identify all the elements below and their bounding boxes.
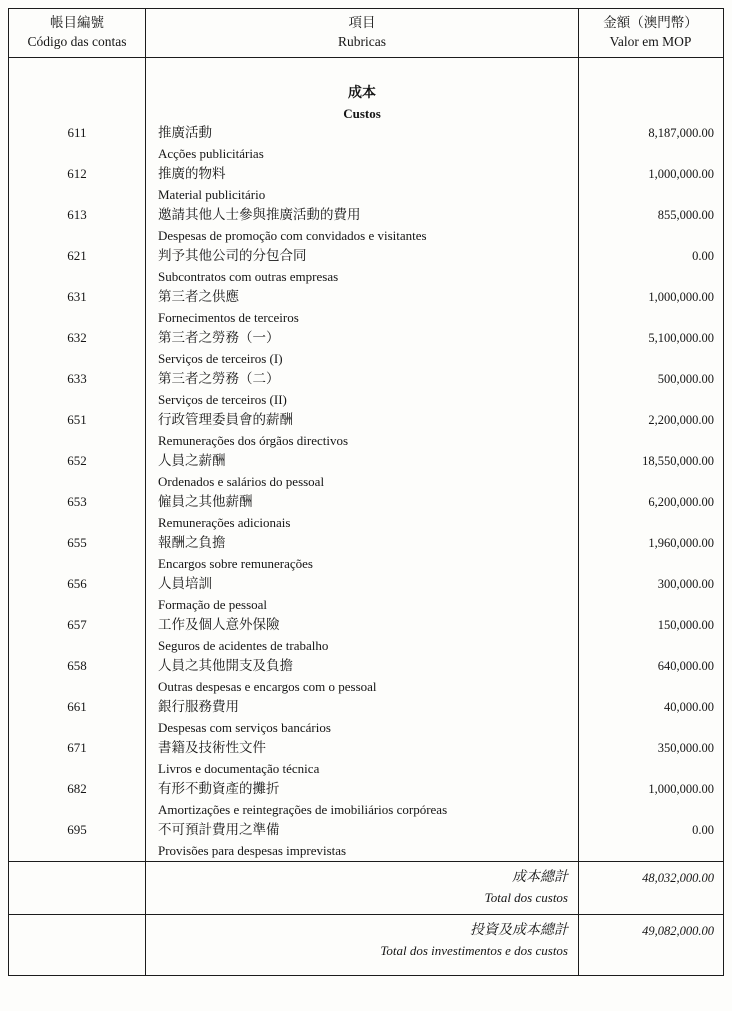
row-amount: 5,100,000.00 (648, 331, 714, 345)
table-row (9, 656, 723, 697)
row-amount: 855,000.00 (657, 208, 714, 222)
table-row (9, 574, 723, 615)
budget-table (8, 8, 724, 976)
row-item (146, 164, 579, 205)
row-item-pt: Material publicitário (158, 186, 266, 202)
table-row (9, 287, 723, 328)
grand-total-row (9, 914, 723, 975)
row-account-code: 656 (9, 574, 146, 615)
section-title-row (9, 58, 723, 123)
row-account-code: 661 (9, 697, 146, 738)
row-item-zh: 第三者之勞務（一） (158, 330, 280, 345)
row-account-code: 682 (9, 779, 146, 820)
row-amount: 8,187,000.00 (648, 126, 714, 140)
row-item-zh: 報酬之負擔 (158, 535, 226, 550)
row-amount: 1,000,000.00 (648, 167, 714, 181)
row-item-zh: 判予其他公司的分包合同 (158, 248, 307, 263)
row-item-pt: Livros e documentação técnica (158, 760, 320, 776)
header-amount-pt: Valor em MOP (609, 33, 692, 49)
row-item-pt: Despesas de promoção com convidados e visitantes (158, 227, 427, 243)
row-account-code: 621 (9, 246, 146, 287)
table-body (9, 123, 723, 861)
row-item (146, 697, 579, 738)
row-item-pt: Outras despesas e encargos com o pessoal (158, 678, 377, 694)
row-item-zh: 推廣活動 (158, 125, 212, 140)
section-title-pt: Custos (343, 106, 381, 121)
row-item (146, 615, 579, 656)
row-item-zh: 僱員之其他薪酬 (158, 494, 253, 509)
row-item-zh: 書籍及技術性文件 (158, 740, 266, 755)
row-item-zh: 有形不動資產的攤折 (158, 781, 280, 796)
row-account-code: 658 (9, 656, 146, 697)
grand-total-label-pt: Total dos investimentos e dos custos (380, 943, 568, 958)
row-item (146, 492, 579, 533)
row-item (146, 533, 579, 574)
row-amount: 500,000.00 (657, 372, 714, 386)
header-amount-zh: 金額（澳門幣） (603, 15, 698, 30)
row-amount: 40,000.00 (664, 700, 714, 714)
row-account-code: 631 (9, 287, 146, 328)
row-account-code: 651 (9, 410, 146, 451)
header-items (146, 9, 579, 57)
table-row (9, 779, 723, 820)
total-costs-label-pt: Total dos custos (484, 890, 568, 905)
row-item-pt: Despesas com serviços bancários (158, 719, 331, 735)
row-item-pt: Amortizações e reintegrações de imobiliários corpóreas (158, 801, 448, 817)
row-account-code: 633 (9, 369, 146, 410)
row-item-pt: Ordenados e salários do pessoal (158, 473, 325, 489)
total-costs-label-zh: 成本總計 (512, 870, 568, 885)
row-item (146, 287, 579, 328)
row-account-code: 652 (9, 451, 146, 492)
table-row (9, 533, 723, 574)
row-account-code: 657 (9, 615, 146, 656)
row-item-pt: Encargos sobre remunerações (158, 555, 313, 571)
row-amount: 150,000.00 (657, 618, 714, 632)
header-account-code (9, 9, 146, 57)
row-amount: 0.00 (692, 823, 714, 837)
table-row (9, 615, 723, 656)
row-item-pt: Fornecimentos de terceiros (158, 309, 299, 325)
row-item-zh: 銀行服務費用 (158, 699, 239, 714)
row-item-zh: 行政管理委員會的薪酬 (158, 412, 293, 427)
row-item-pt: Seguros de acidentes de trabalho (158, 637, 329, 653)
row-item-zh: 不可預計費用之準備 (158, 822, 280, 837)
row-item-zh: 第三者之供應 (158, 289, 239, 304)
section-amount-cell (579, 58, 722, 123)
row-item-pt: Serviços de terceiros (II) (158, 391, 287, 407)
row-item-pt: Subcontratos com outras empresas (158, 268, 339, 284)
header-items-pt: Rubricas (338, 33, 386, 49)
table-row (9, 164, 723, 205)
row-item-pt: Remunerações dos órgãos directivos (158, 432, 349, 448)
header-account-code-zh: 帳目編號 (50, 15, 104, 30)
grand-total-code-cell (9, 915, 146, 975)
row-amount: 640,000.00 (657, 659, 714, 673)
total-costs-label (146, 862, 579, 914)
row-account-code: 632 (9, 328, 146, 369)
row-account-code: 613 (9, 205, 146, 246)
table-row (9, 492, 723, 533)
row-item-zh: 第三者之勞務（二） (158, 371, 280, 386)
table-row (9, 738, 723, 779)
table-row (9, 123, 723, 164)
row-item-zh: 推廣的物料 (158, 166, 226, 181)
header-amount (579, 9, 722, 57)
row-item-zh: 邀請其他人士參與推廣活動的費用 (158, 207, 361, 222)
row-item-zh: 工作及個人意外保險 (158, 617, 280, 632)
total-costs-amount: 48,032,000.00 (642, 871, 714, 885)
table-row (9, 205, 723, 246)
table-row (9, 451, 723, 492)
row-item-pt: Serviços de terceiros (I) (158, 350, 283, 366)
row-account-code: 695 (9, 820, 146, 861)
row-item-zh: 人員之其他開支及負擔 (158, 658, 293, 673)
total-costs-code-cell (9, 862, 146, 914)
row-item (146, 738, 579, 779)
row-account-code: 655 (9, 533, 146, 574)
section-title-zh: 成本 (348, 86, 376, 101)
total-costs-row (9, 861, 723, 914)
row-amount: 1,960,000.00 (648, 536, 714, 550)
row-item (146, 451, 579, 492)
row-account-code: 671 (9, 738, 146, 779)
header-account-code-pt: Código das contas (27, 33, 127, 49)
row-item-pt: Remunerações adicionais (158, 514, 291, 530)
section-title-cell (146, 58, 579, 123)
table-row (9, 369, 723, 410)
grand-total-amount: 49,082,000.00 (642, 924, 714, 938)
row-amount: 0.00 (692, 249, 714, 263)
header-items-zh: 項目 (348, 15, 376, 30)
row-item (146, 123, 579, 164)
row-account-code: 653 (9, 492, 146, 533)
row-item-pt: Provisões para despesas imprevistas (158, 842, 347, 858)
row-item-zh: 人員培訓 (158, 576, 212, 591)
row-amount: 350,000.00 (657, 741, 714, 755)
row-amount: 300,000.00 (657, 577, 714, 591)
row-item (146, 820, 579, 861)
row-item (146, 410, 579, 451)
row-item-pt: Formação de pessoal (158, 596, 268, 612)
row-item (146, 328, 579, 369)
row-item (146, 574, 579, 615)
table-row (9, 697, 723, 738)
row-item-zh: 人員之薪酬 (158, 453, 226, 468)
grand-total-label-zh: 投資及成本總計 (470, 923, 568, 938)
row-item-pt: Acções publicitárias (158, 145, 264, 161)
table-row (9, 410, 723, 451)
row-account-code: 612 (9, 164, 146, 205)
table-row (9, 820, 723, 861)
table-row (9, 328, 723, 369)
section-code-cell (9, 58, 146, 123)
table-row (9, 246, 723, 287)
row-item (146, 246, 579, 287)
row-amount: 6,200,000.00 (648, 495, 714, 509)
row-amount: 1,000,000.00 (648, 290, 714, 304)
grand-total-label (146, 915, 579, 975)
table-header (9, 9, 723, 58)
row-account-code: 611 (9, 123, 146, 164)
row-amount: 18,550,000.00 (642, 454, 714, 468)
row-amount: 1,000,000.00 (648, 782, 714, 796)
row-amount: 2,200,000.00 (648, 413, 714, 427)
row-item (146, 369, 579, 410)
row-item (146, 779, 579, 820)
row-item (146, 205, 579, 246)
row-item (146, 656, 579, 697)
